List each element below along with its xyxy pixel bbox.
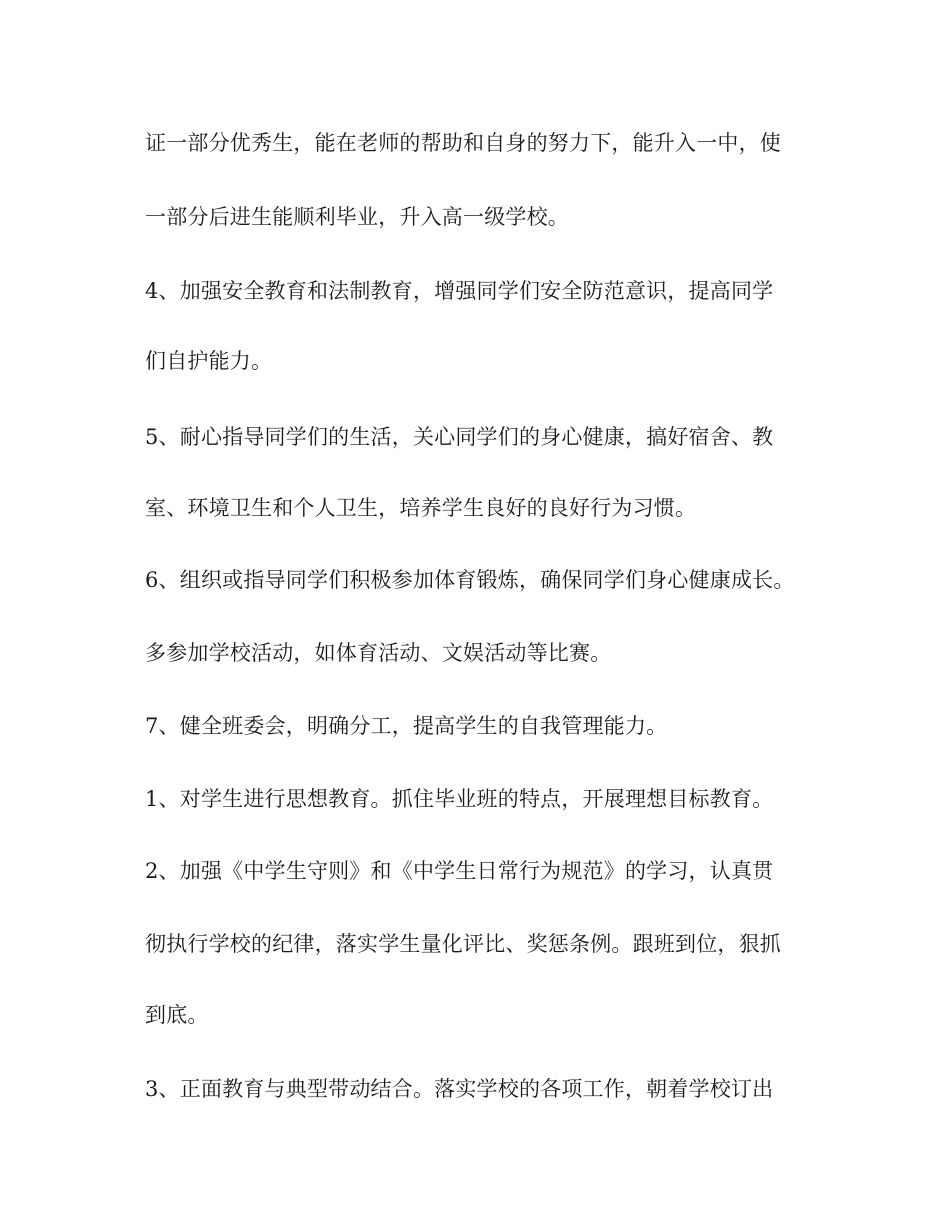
- text-line: 到底。: [145, 1003, 209, 1027]
- text-line: 2、加强《中学生守则》和《中学生日常行为规范》的学习，认真贯: [145, 859, 774, 883]
- text-line: 一部分后进生能顺利毕业，升入高一级学校。: [145, 205, 569, 229]
- text-line: 4、加强安全教育和法制教育，增强同学们安全防范意识，提高同学: [145, 279, 774, 303]
- text-line: 多参加学校活动，如体育活动、文娱活动等比赛。: [145, 641, 612, 665]
- text-line: 室、环境卫生和个人卫生，培养学生良好的良好行为习惯。: [145, 496, 697, 520]
- text-line: 7、健全班委会，明确分工，提高学生的自我管理能力。: [145, 714, 668, 738]
- text-line: 1、对学生进行思想教育。抓住毕业班的特点，开展理想目标教育。: [145, 787, 774, 811]
- text-line: 3、正面教育与典型带动结合。落实学校的各项工作，朝着学校订出: [145, 1077, 774, 1101]
- text-line: 5、耐心指导同学们的生活，关心同学们的身心健康，搞好宿舍、教: [145, 425, 774, 449]
- text-line: 们自护能力。: [145, 349, 273, 373]
- text-line: 6、组织或指导同学们积极参加体育锻炼，确保同学们身心健康成长。: [145, 568, 795, 592]
- text-line: 证一部分优秀生，能在老师的帮助和自身的努力下，能升入一中，使: [145, 131, 781, 155]
- text-line: 彻执行学校的纪律，落实学生量化评比、奖惩条例。跟班到位，狠抓: [145, 932, 781, 956]
